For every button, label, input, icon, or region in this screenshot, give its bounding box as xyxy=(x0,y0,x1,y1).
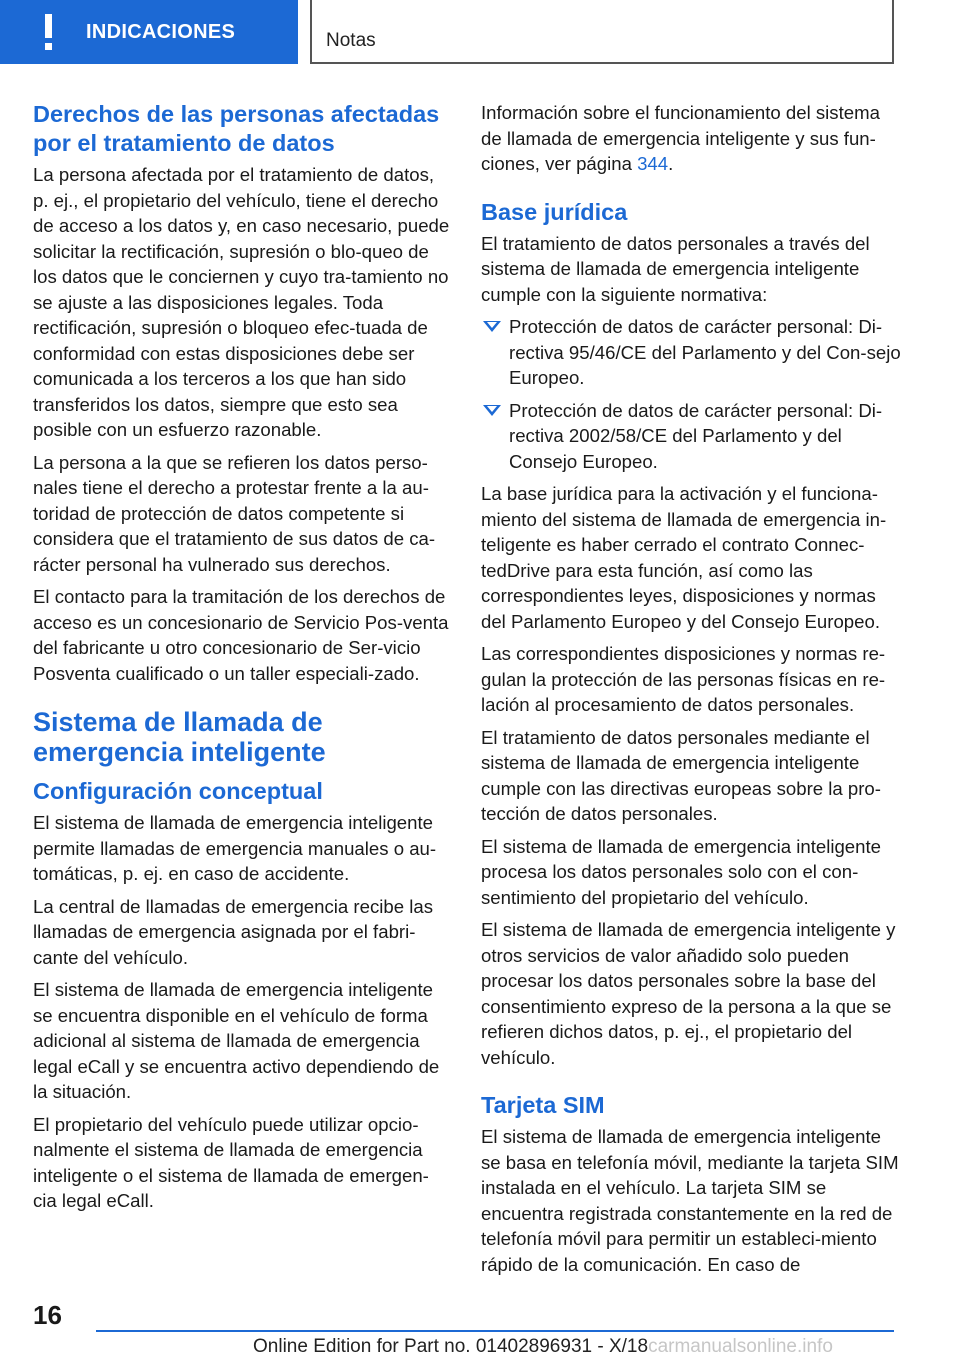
heading-derechos: Derechos de las personas afectadas por el tratamiento de datos xyxy=(33,101,440,156)
paragraph-text: Información sobre el funcionamiento del sistema de llamada de emergencia inteligente y sus fun‐ciones, ver página xyxy=(481,102,880,174)
paragraph: El tratamiento de datos personales a través del sistema de llamada de emergencia inteligente cumple con la siguiente normativa: xyxy=(481,232,870,305)
list-item xyxy=(481,398,901,475)
warning-icon xyxy=(44,14,52,50)
paragraph: La persona afectada por el tratamiento de datos, p. ej., el propietario del vehículo, tiene el derecho de acceso a los datos y, en caso necesario, puede solicitar la rectificación, supresión o blo‐queo de los datos que le conciernen y cuyo tra‐tamiento no se ajuste a las disposiciones legales. Toda rectificación, supresión o bloqueo efec‐tuada de conformidad con estas disposiciones debe ser comunicada a los terceros a los que han sido transferidos los datos, siempre que esto sea posible con un esfuerzo razonable. xyxy=(33,164,450,440)
paragraph: El contacto para la tramitación de los derechos de acceso es un concesionario de Servicio Pos‐venta del fabricante u otro concesionario de Ser‐vicio Posventa cualificado o un taller especiali‐zado. xyxy=(33,586,449,684)
right-column xyxy=(481,100,901,1284)
paragraph: El sistema de llamada de emergencia inteligente se basa en telefonía móvil, mediante la tarjeta SIM instalada en el vehículo. La tarjeta SIM se encuentra registrada constantemente en la red de telefonía móvil para permitir un estableci‐miento rápido de la comunicación. En caso de xyxy=(481,1126,899,1275)
list-item xyxy=(481,314,901,391)
paragraph-info xyxy=(481,100,901,177)
page-number: 16 xyxy=(33,1300,62,1330)
page-link[interactable]: 344 xyxy=(637,153,669,174)
triangle-bullet-icon xyxy=(483,321,501,332)
paragraph: El sistema de llamada de emergencia inteligente se encuentra disponible en el vehículo de forma adicional al sistema de llamada de emergencia legal eCall y se encuentra activo dependiendo de la situación. xyxy=(33,979,440,1102)
paragraph: El sistema de llamada de emergencia inteligente procesa los datos personales solo con el con‐sentimiento del propietario del vehículo. xyxy=(481,835,881,908)
heading-tarjeta-sim: Tarjeta SIM xyxy=(481,1092,605,1118)
paragraph: La persona a la que se refieren los datos perso‐nales tiene el derecho a protestar frente a la au‐toridad de protección de datos competente si considera que el tratamiento de sus datos de ca‐rácter personal ha vulnerado sus derechos. xyxy=(33,451,436,575)
footer-watermark: carmanualsonline.info xyxy=(648,1336,833,1357)
footer-edition xyxy=(253,1336,833,1358)
paragraph: El propietario del vehículo puede utilizar opcio‐nalmente el sistema de llamada de emergencia inteligente o el sistema de llamada de emergen‐cia legal eCall. xyxy=(33,1113,429,1211)
tab-indicaciones-label: INDICACIONES xyxy=(86,20,236,43)
paragraph: La base jurídica para la activación y el funciona‐miento del sistema de llamada de emergencia in‐teligente es haber cerrado el contrato Connec‐tedDrive para esta función, así como las correspondientes leyes, disposiciones y normas del Parlamento Europeo y del Consejo Europeo. xyxy=(481,483,887,632)
tab-indicaciones[interactable] xyxy=(0,0,298,64)
paragraph: Las correspondientes disposiciones y normas re‐gulan la protección de las personas físicas en re‐lación al procesamiento de datos personales. xyxy=(481,643,886,715)
triangle-bullet-icon xyxy=(483,405,501,416)
tab-notas[interactable] xyxy=(310,0,894,64)
list-item-text: Protección de datos de carácter personal: Di‐rectiva 95/46/CE del Parlamento y del Con‐sejo Europeo. xyxy=(509,316,901,388)
paragraph: El tratamiento de datos personales mediante el sistema de llamada de emergencia inteligente cumple con las directivas europeas sobre la pro‐tección de datos personales. xyxy=(481,726,881,824)
paragraph: El sistema de llamada de emergencia inteligente permite llamadas de emergencia manuales o au‐tomáticas, p. ej. en caso de accidente. xyxy=(33,812,437,884)
paragraph: La central de llamadas de emergencia recibe las llamadas de emergencia asignada por el fabri‐cante del vehículo. xyxy=(33,895,433,968)
heading-base-juridica: Base jurídica xyxy=(481,198,628,225)
footer-edition-text: Online Edition for Part no. 01402896931 - X/18 xyxy=(253,1336,649,1357)
heading-sistema-llamada: Sistema de llamada de emergencia inteligente xyxy=(33,707,326,767)
footer-divider xyxy=(96,1330,894,1332)
bullet-list xyxy=(481,314,901,474)
paragraph-text: . xyxy=(668,153,674,174)
paragraph: El sistema de llamada de emergencia inteligente y otros servicios de valor añadido solo pueden procesar los datos personales sobre la base del consentimiento expreso de la persona a la que se refieren dichos datos, p. ej., el propietario del vehículo. xyxy=(481,919,896,1068)
left-column xyxy=(33,100,451,1221)
list-item-text: Protección de datos de carácter personal: Di‐rectiva 2002/58/CE del Parlamento y del Consejo Europeo. xyxy=(509,399,883,472)
tab-notas-label: Notas xyxy=(326,30,376,51)
heading-configuracion: Configuración conceptual xyxy=(33,778,323,804)
